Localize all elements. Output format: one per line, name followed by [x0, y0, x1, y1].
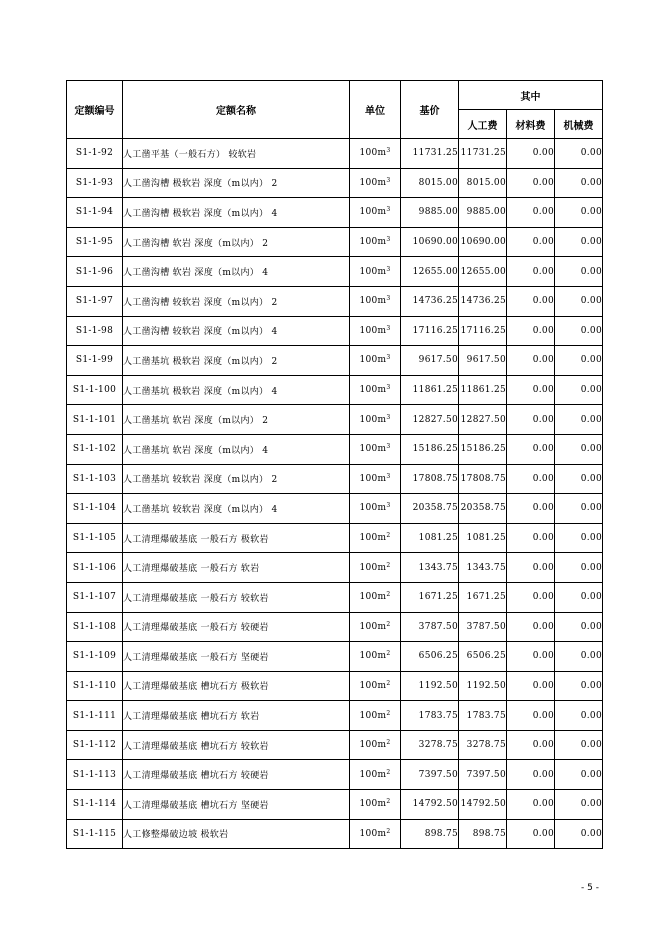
- row-machinery: 0.00: [555, 494, 603, 524]
- row-base-price: 898.75: [401, 819, 459, 849]
- unit-power: 2: [386, 739, 391, 747]
- unit-base: 100m: [359, 296, 387, 307]
- row-unit: [350, 316, 401, 346]
- row-labor: 15186.25: [459, 434, 507, 464]
- row-name: 人工凿基坑 极软岩 深度（m以内） 2: [123, 346, 350, 376]
- row-material: 0.00: [507, 198, 555, 228]
- unit-power: 3: [386, 472, 391, 480]
- row-code: S1-1-108: [67, 612, 123, 642]
- unit-power: 3: [386, 324, 391, 332]
- row-unit: [350, 198, 401, 228]
- row-labor: 10690.00: [459, 227, 507, 257]
- unit-power: 3: [386, 176, 391, 184]
- row-name: 人工凿沟槽 极软岩 深度（m以内） 4: [123, 198, 350, 228]
- unit-base: 100m: [359, 355, 387, 366]
- row-material: 0.00: [507, 168, 555, 198]
- unit-power: 2: [386, 709, 391, 717]
- unit-power: 3: [386, 236, 391, 244]
- row-code: S1-1-114: [67, 790, 123, 820]
- row-machinery: 0.00: [555, 612, 603, 642]
- table-row: [67, 671, 603, 701]
- row-name: 人工清理爆破基底 一般石方 软岩: [123, 553, 350, 583]
- table-body: [67, 139, 603, 849]
- row-name: 人工清理爆破基底 槽坑石方 极软岩: [123, 671, 350, 701]
- row-name: 人工清理爆破基底 槽坑石方 软岩: [123, 701, 350, 731]
- row-material: 0.00: [507, 523, 555, 553]
- row-code: S1-1-102: [67, 434, 123, 464]
- page-number: - 5 -: [581, 883, 599, 893]
- row-machinery: 0.00: [555, 642, 603, 672]
- row-name: 人工凿平基（一般石方） 较软岩: [123, 139, 350, 169]
- row-machinery: 0.00: [555, 286, 603, 316]
- row-unit: [350, 612, 401, 642]
- row-machinery: 0.00: [555, 405, 603, 435]
- row-material: 0.00: [507, 257, 555, 287]
- table-row: [67, 405, 603, 435]
- row-code: S1-1-115: [67, 819, 123, 849]
- table-row: [67, 346, 603, 376]
- row-name: 人工凿沟槽 软岩 深度（m以内） 2: [123, 227, 350, 257]
- row-name: 人工凿基坑 极软岩 深度（m以内） 4: [123, 375, 350, 405]
- row-material: 0.00: [507, 464, 555, 494]
- row-unit: [350, 168, 401, 198]
- unit-power: 2: [386, 591, 391, 599]
- unit-base: 100m: [359, 325, 387, 336]
- row-base-price: 1192.50: [401, 671, 459, 701]
- row-machinery: 0.00: [555, 464, 603, 494]
- row-machinery: 0.00: [555, 139, 603, 169]
- row-base-price: 1783.75: [401, 701, 459, 731]
- unit-power: 3: [386, 443, 391, 451]
- unit-base: 100m: [359, 237, 387, 248]
- row-name: 人工清理爆破基底 一般石方 较软岩: [123, 582, 350, 612]
- row-base-price: 9885.00: [401, 198, 459, 228]
- row-material: 0.00: [507, 227, 555, 257]
- unit-power: 2: [386, 650, 391, 658]
- row-name: 人工清理爆破基底 槽坑石方 较硬岩: [123, 760, 350, 790]
- row-machinery: 0.00: [555, 819, 603, 849]
- row-material: 0.00: [507, 760, 555, 790]
- row-material: 0.00: [507, 790, 555, 820]
- row-labor: 1343.75: [459, 553, 507, 583]
- row-material: 0.00: [507, 434, 555, 464]
- row-unit: [350, 139, 401, 169]
- table-row: [67, 701, 603, 731]
- row-machinery: 0.00: [555, 198, 603, 228]
- row-base-price: 9617.50: [401, 346, 459, 376]
- row-name: 人工凿基坑 较软岩 深度（m以内） 2: [123, 464, 350, 494]
- table-row: [67, 434, 603, 464]
- row-labor: 11861.25: [459, 375, 507, 405]
- row-code: S1-1-95: [67, 227, 123, 257]
- header-labor: 人工费: [459, 110, 507, 139]
- row-base-price: 12655.00: [401, 257, 459, 287]
- row-material: 0.00: [507, 730, 555, 760]
- table-header: [67, 81, 603, 139]
- row-base-price: 11731.25: [401, 139, 459, 169]
- table-row: [67, 464, 603, 494]
- row-machinery: 0.00: [555, 582, 603, 612]
- unit-base: 100m: [359, 207, 387, 218]
- row-code: S1-1-112: [67, 730, 123, 760]
- row-machinery: 0.00: [555, 346, 603, 376]
- unit-base: 100m: [359, 710, 387, 721]
- row-base-price: 12827.50: [401, 405, 459, 435]
- unit-power: 3: [386, 354, 391, 362]
- row-unit: [350, 257, 401, 287]
- unit-power: 2: [386, 679, 391, 687]
- row-code: S1-1-100: [67, 375, 123, 405]
- row-labor: 3787.50: [459, 612, 507, 642]
- row-code: S1-1-98: [67, 316, 123, 346]
- unit-base: 100m: [359, 266, 387, 277]
- row-machinery: 0.00: [555, 523, 603, 553]
- row-unit: [350, 286, 401, 316]
- row-code: S1-1-103: [67, 464, 123, 494]
- row-base-price: 20358.75: [401, 494, 459, 524]
- row-material: 0.00: [507, 375, 555, 405]
- row-code: S1-1-99: [67, 346, 123, 376]
- row-machinery: 0.00: [555, 790, 603, 820]
- row-labor: 17808.75: [459, 464, 507, 494]
- row-code: S1-1-113: [67, 760, 123, 790]
- row-unit: [350, 730, 401, 760]
- row-base-price: 15186.25: [401, 434, 459, 464]
- row-labor: 1192.50: [459, 671, 507, 701]
- table-row: [67, 553, 603, 583]
- row-labor: 12827.50: [459, 405, 507, 435]
- table-row: [67, 139, 603, 169]
- row-labor: 17116.25: [459, 316, 507, 346]
- row-code: S1-1-106: [67, 553, 123, 583]
- row-name: 人工凿沟槽 较软岩 深度（m以内） 2: [123, 286, 350, 316]
- row-code: S1-1-93: [67, 168, 123, 198]
- row-base-price: 8015.00: [401, 168, 459, 198]
- unit-power: 2: [386, 827, 391, 835]
- table-row: [67, 730, 603, 760]
- row-material: 0.00: [507, 612, 555, 642]
- row-name: 人工清理爆破基底 一般石方 极软岩: [123, 523, 350, 553]
- table-row: [67, 494, 603, 524]
- row-code: S1-1-111: [67, 701, 123, 731]
- table-row: [67, 523, 603, 553]
- unit-base: 100m: [359, 473, 387, 484]
- row-labor: 9617.50: [459, 346, 507, 376]
- row-machinery: 0.00: [555, 168, 603, 198]
- table-row: [67, 168, 603, 198]
- row-name: 人工清理爆破基底 一般石方 较硬岩: [123, 612, 350, 642]
- row-labor: 6506.25: [459, 642, 507, 672]
- row-labor: 11731.25: [459, 139, 507, 169]
- unit-base: 100m: [359, 385, 387, 396]
- row-unit: [350, 642, 401, 672]
- header-material: 材料费: [507, 110, 555, 139]
- unit-base: 100m: [359, 592, 387, 603]
- unit-power: 3: [386, 206, 391, 214]
- row-base-price: 1343.75: [401, 553, 459, 583]
- row-unit: [350, 553, 401, 583]
- row-material: 0.00: [507, 582, 555, 612]
- unit-power: 2: [386, 561, 391, 569]
- row-unit: [350, 790, 401, 820]
- row-machinery: 0.00: [555, 257, 603, 287]
- row-material: 0.00: [507, 286, 555, 316]
- unit-power: 3: [386, 502, 391, 510]
- row-base-price: 3278.75: [401, 730, 459, 760]
- row-base-price: 11861.25: [401, 375, 459, 405]
- row-labor: 898.75: [459, 819, 507, 849]
- row-base-price: 14792.50: [401, 790, 459, 820]
- row-unit: [350, 375, 401, 405]
- unit-base: 100m: [359, 651, 387, 662]
- row-name: 人工清理爆破基底 槽坑石方 较软岩: [123, 730, 350, 760]
- row-unit: [350, 523, 401, 553]
- row-code: S1-1-96: [67, 257, 123, 287]
- row-base-price: 17116.25: [401, 316, 459, 346]
- table-row: [67, 375, 603, 405]
- row-machinery: 0.00: [555, 375, 603, 405]
- unit-power: 3: [386, 147, 391, 155]
- row-labor: 1671.25: [459, 582, 507, 612]
- row-base-price: 17808.75: [401, 464, 459, 494]
- row-name: 人工凿沟槽 极软岩 深度（m以内） 2: [123, 168, 350, 198]
- unit-base: 100m: [359, 680, 387, 691]
- row-material: 0.00: [507, 494, 555, 524]
- quota-table: [66, 80, 603, 849]
- row-code: S1-1-107: [67, 582, 123, 612]
- row-labor: 20358.75: [459, 494, 507, 524]
- row-machinery: 0.00: [555, 701, 603, 731]
- table-row: [67, 227, 603, 257]
- row-labor: 7397.50: [459, 760, 507, 790]
- unit-power: 3: [386, 413, 391, 421]
- row-base-price: 10690.00: [401, 227, 459, 257]
- unit-base: 100m: [359, 740, 387, 751]
- header-code: 定额编号: [67, 81, 123, 139]
- unit-power: 2: [386, 798, 391, 806]
- unit-base: 100m: [359, 828, 387, 839]
- row-unit: [350, 434, 401, 464]
- row-unit: [350, 494, 401, 524]
- header-machinery: 机械费: [555, 110, 603, 139]
- row-labor: 14792.50: [459, 790, 507, 820]
- row-base-price: 3787.50: [401, 612, 459, 642]
- table-row: [67, 790, 603, 820]
- row-unit: [350, 760, 401, 790]
- row-machinery: 0.00: [555, 730, 603, 760]
- row-code: S1-1-92: [67, 139, 123, 169]
- row-material: 0.00: [507, 139, 555, 169]
- row-name: 人工清理爆破基底 槽坑石方 坚硬岩: [123, 790, 350, 820]
- row-name: 人工清理爆破基底 一般石方 坚硬岩: [123, 642, 350, 672]
- row-machinery: 0.00: [555, 227, 603, 257]
- unit-power: 2: [386, 620, 391, 628]
- table-row: [67, 316, 603, 346]
- unit-base: 100m: [359, 562, 387, 573]
- row-material: 0.00: [507, 316, 555, 346]
- header-name: 定额名称: [123, 81, 350, 139]
- row-base-price: 1671.25: [401, 582, 459, 612]
- table-row: [67, 760, 603, 790]
- unit-base: 100m: [359, 533, 387, 544]
- row-unit: [350, 819, 401, 849]
- row-unit: [350, 464, 401, 494]
- row-unit: [350, 405, 401, 435]
- table-row: [67, 582, 603, 612]
- row-code: S1-1-110: [67, 671, 123, 701]
- row-name: 人工修整爆破边坡 极软岩: [123, 819, 350, 849]
- unit-base: 100m: [359, 177, 387, 188]
- row-name: 人工凿基坑 较软岩 深度（m以内） 4: [123, 494, 350, 524]
- row-material: 0.00: [507, 346, 555, 376]
- row-name: 人工凿沟槽 软岩 深度（m以内） 4: [123, 257, 350, 287]
- row-unit: [350, 346, 401, 376]
- row-base-price: 6506.25: [401, 642, 459, 672]
- row-labor: 1783.75: [459, 701, 507, 731]
- table-row: [67, 819, 603, 849]
- unit-base: 100m: [359, 444, 387, 455]
- row-unit: [350, 227, 401, 257]
- row-labor: 1081.25: [459, 523, 507, 553]
- row-base-price: 1081.25: [401, 523, 459, 553]
- row-code: S1-1-97: [67, 286, 123, 316]
- unit-base: 100m: [359, 621, 387, 632]
- row-labor: 3278.75: [459, 730, 507, 760]
- table-row: [67, 198, 603, 228]
- table-row: [67, 642, 603, 672]
- row-labor: 9885.00: [459, 198, 507, 228]
- row-code: S1-1-94: [67, 198, 123, 228]
- unit-power: 3: [386, 384, 391, 392]
- row-code: S1-1-105: [67, 523, 123, 553]
- row-material: 0.00: [507, 405, 555, 435]
- unit-power: 3: [386, 265, 391, 273]
- row-labor: 8015.00: [459, 168, 507, 198]
- table-row: [67, 286, 603, 316]
- row-unit: [350, 671, 401, 701]
- unit-power: 2: [386, 532, 391, 540]
- unit-base: 100m: [359, 148, 387, 159]
- row-name: 人工凿基坑 软岩 深度（m以内） 4: [123, 434, 350, 464]
- row-material: 0.00: [507, 553, 555, 583]
- row-machinery: 0.00: [555, 434, 603, 464]
- row-name: 人工凿基坑 软岩 深度（m以内） 2: [123, 405, 350, 435]
- unit-base: 100m: [359, 503, 387, 514]
- unit-base: 100m: [359, 769, 387, 780]
- table-row: [67, 612, 603, 642]
- row-code: S1-1-109: [67, 642, 123, 672]
- row-machinery: 0.00: [555, 553, 603, 583]
- unit-base: 100m: [359, 414, 387, 425]
- row-base-price: 14736.25: [401, 286, 459, 316]
- row-name: 人工凿沟槽 较软岩 深度（m以内） 4: [123, 316, 350, 346]
- header-unit: 单位: [350, 81, 401, 139]
- row-material: 0.00: [507, 671, 555, 701]
- table-row: [67, 257, 603, 287]
- row-base-price: 7397.50: [401, 760, 459, 790]
- unit-power: 3: [386, 295, 391, 303]
- row-code: S1-1-104: [67, 494, 123, 524]
- row-machinery: 0.00: [555, 671, 603, 701]
- header-base-price: 基价: [401, 81, 459, 139]
- row-code: S1-1-101: [67, 405, 123, 435]
- row-material: 0.00: [507, 819, 555, 849]
- row-machinery: 0.00: [555, 316, 603, 346]
- row-labor: 12655.00: [459, 257, 507, 287]
- unit-base: 100m: [359, 799, 387, 810]
- header-group: 其中: [459, 81, 603, 110]
- row-unit: [350, 701, 401, 731]
- row-unit: [350, 582, 401, 612]
- unit-power: 2: [386, 768, 391, 776]
- row-labor: 14736.25: [459, 286, 507, 316]
- row-material: 0.00: [507, 701, 555, 731]
- row-machinery: 0.00: [555, 760, 603, 790]
- row-material: 0.00: [507, 642, 555, 672]
